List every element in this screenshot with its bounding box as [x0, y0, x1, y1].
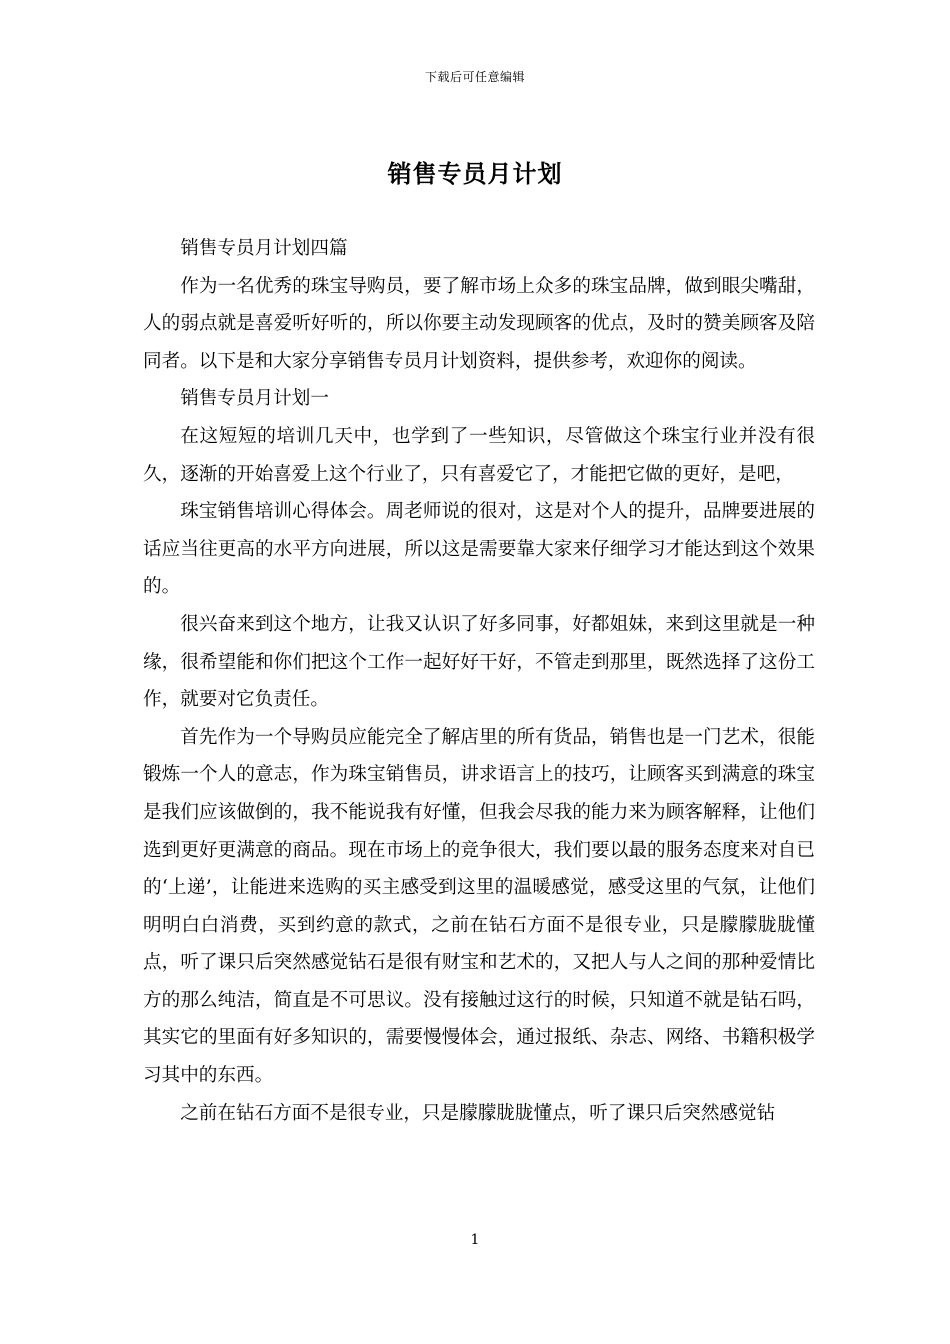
paragraph: 首先作为一个导购员应能完全了解店里的所有货品，销售也是一门艺术，很能锻炼一个人的意志，作为珠宝销售员，讲求语言上的技巧，让顾客买到满意的珠宝是我们应该做倒的，我不能说我有好懂，但我会尽我的能力来为顾客解释，让他们选到更好更满意的商品。现在市场上的竞争很大，我们要以最的服务态度来对自已的‘上递’，让能进来选购的买主感受到这里的温暖感觉，感受这里的气氛，让他们明明白白消费，买到约意的款式，之前在钻石方面不是很专业，只是朦朦胧胧懂点，听了课只后突然感觉钻石是很有财宝和艺术的，又把人与人之间的那种爱情比方的那么纯洁，简直是不可思议。没有接触过这行的时候，只知道不就是钻石吗，其实它的里面有好多知识的，需要慢慢体会，通过报纸、杂志、网络、书籍积极学习其中的东西。: [143, 726, 815, 1087]
paragraph-subtitle: 销售专员月计划四篇: [180, 238, 348, 259]
paragraph-section-heading: 销售专员月计划一: [180, 388, 329, 410]
header-note: 下载后可任意编辑: [424, 70, 525, 84]
paragraph: 珠宝销售培训心得体会。周老师说的很对，这是对个人的提升，品牌要进展的话应当往更高的水平方向进展，所以这是需要靠大家来仔细学习才能达到这个效果的。: [143, 501, 815, 598]
document-body: [143, 230, 815, 1132]
page-number: 1: [470, 1232, 480, 1248]
paragraph: 很兴奋来到这个地方，让我又认识了好多同事，好都姐妹，来到这里就是一种缘，很希望能和你们把这个工作一起好好干好，不管走到那里，既然选择了这份工作，就要对它负责任。: [143, 613, 815, 711]
paragraph: 在这短短的培训几天中，也学到了一些知识，尽管做这个珠宝行业并没有很久，逐渐的开始喜爱上这个行业了，只有喜爱它了，才能把它做的更好，是吧，: [143, 425, 815, 485]
paragraph-intro: 作为一名优秀的珠宝导购员，要了解市场上众多的珠宝品牌，做到眼尖嘴甜，人的弱点就是喜爱听好听的，所以你要主动发现顾客的优点，及时的赞美顾客及陪同者。以下是和大家分享销售专员月计划资料，提供参考，欢迎你的阅读。: [143, 275, 815, 372]
paragraph: 之前在钻石方面不是很专业，只是朦朦胧胧懂点，听了课只后突然感觉钻: [180, 1102, 776, 1124]
document-title: 销售专员月计划: [387, 159, 563, 188]
